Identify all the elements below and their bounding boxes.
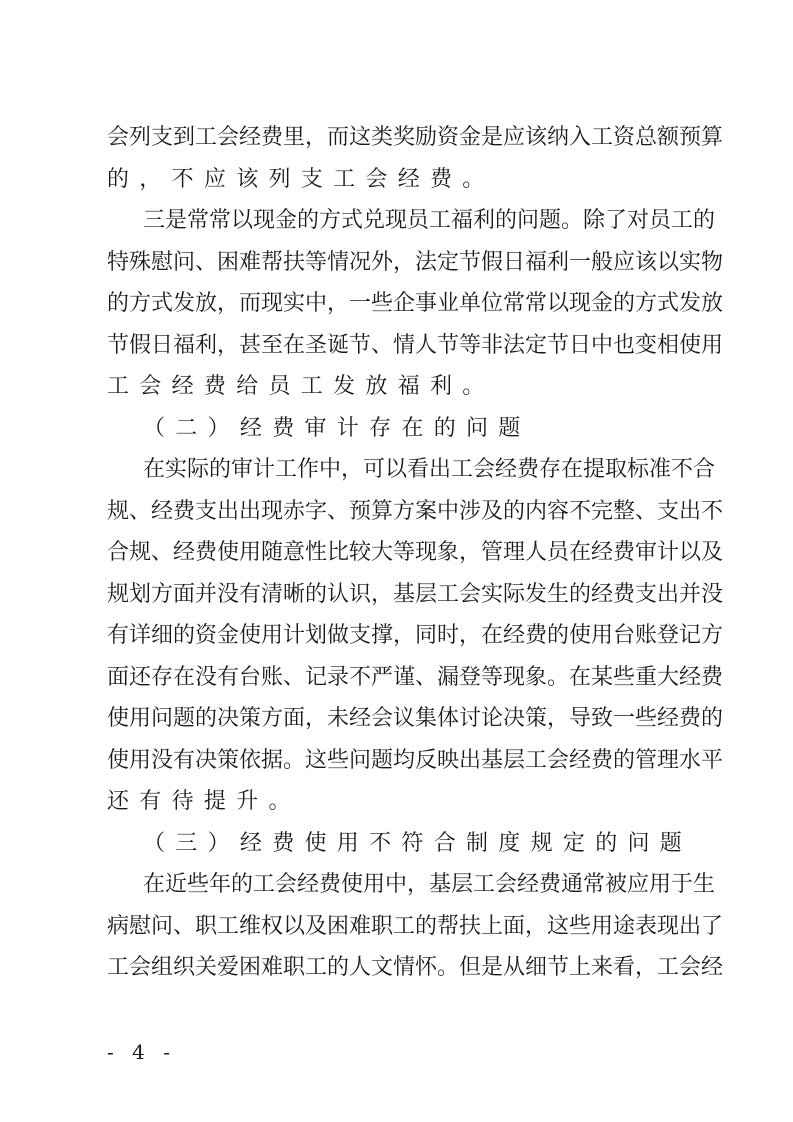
text-line: 合规、经费使用随意性比较大等现象，管理人员在经费审计以及 [107,540,724,565]
page-number: - 4 - [107,1040,176,1064]
document-body [107,121,724,993]
section-heading: （二）经费审计存在的问题 [143,415,531,441]
text-line: 会列支到工会经费里，而这类奖励资金是应该纳入工资总额预算 [107,125,724,150]
text-line: 在实际的审计工作中，可以看出工会经费存在提取标准不合 [143,457,716,482]
text-line: 有详细的资金使用计划做支撑，同时，在经费的使用台账登记方 [107,623,724,648]
text-line: 在近些年的工会经费使用中，基层工会经费通常被应用于生 [143,872,716,897]
text-line: 面还存在没有台账、记录不严谨、漏登等现象。在某些重大经费 [107,664,724,690]
text-line: 工会组织关爱困难职工的人文情怀。但是从细节上来看，工会经 [107,955,724,980]
text-line: 的，不应该列支工会经费。 [107,166,495,192]
text-line: 工会经费给员工发放福利。 [107,374,495,399]
text-line: 特殊慰问、困难帮扶等情况外，法定节假日福利一般应该以实物 [107,249,724,275]
text-line: 使用没有决策依据。这些问题均反映出基层工会经费的管理水平 [107,747,724,773]
text-line: 三是常常以现金的方式兑现员工福利的问题。除了对员工的 [143,208,716,233]
text-line: 节假日福利，甚至在圣诞节、情人节等非法定节日中也变相使用 [107,332,724,358]
text-line: 还有待提升。 [107,789,301,814]
section-heading: （三）经费使用不符合制度规定的问题 [143,830,693,856]
text-line: 规、经费支出出现赤字、预算方案中涉及的内容不完整、支出不 [107,498,724,524]
text-line: 使用问题的决策方面，未经会议集体讨论决策，导致一些经费的 [107,706,724,731]
text-line: 规划方面并没有清晰的认识，基层工会实际发生的经费支出并没 [107,581,724,607]
text-line: 病慰问、职工维权以及困难职工的帮扶上面，这些用途表现出了 [107,913,724,939]
text-line: 的方式发放，而现实中，一些企事业单位常常以现金的方式发放 [107,291,724,316]
